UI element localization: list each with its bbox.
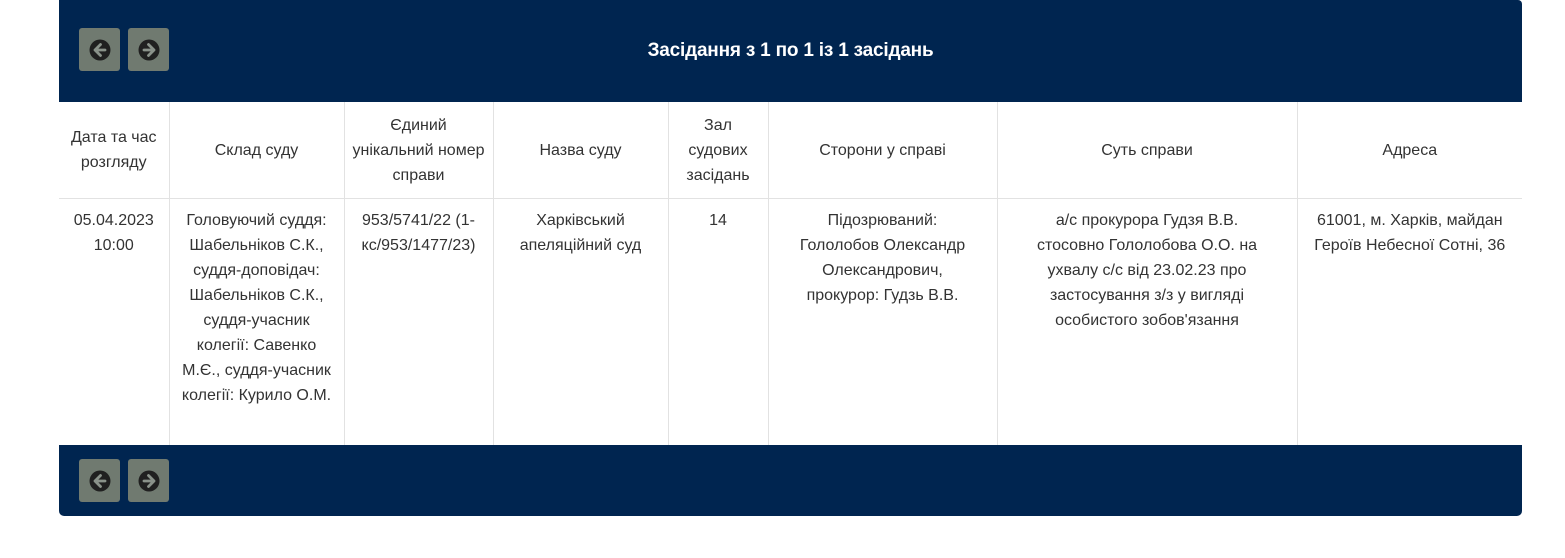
column-header-court-composition[interactable]: Склад суду	[169, 102, 344, 199]
column-header-court-name[interactable]: Назва суду	[493, 102, 668, 199]
cell-date: 05.04.2023 10:00	[73, 212, 154, 254]
column-header-parties[interactable]: Сторони у справі	[768, 102, 997, 199]
cell-case-number: 953/5741/22 (1-кс/953/1477/23)	[344, 199, 493, 455]
table-row	[59, 199, 1522, 455]
column-header-case-number[interactable]: Єдиний унікальний номер справи	[344, 102, 493, 199]
pagination-header	[59, 0, 1522, 102]
sessions-table	[59, 102, 1522, 454]
column-header-hall[interactable]: Зал судових засідань	[668, 102, 768, 199]
pagination-title: Засідання з 1 по 1 із 1 засідань	[647, 40, 934, 61]
sessions-panel	[59, 0, 1522, 516]
column-header-address[interactable]: Адреса	[1297, 102, 1522, 199]
cell-court-name: Харківський апеляційний суд	[493, 199, 668, 455]
cell-parties: Підозрюваний: Гололобов Олександр Олександрович, прокурор: Гудзь В.В.	[768, 199, 997, 455]
cell-address: 61001, м. Харків, майдан Героїв Небесної Сотні, 36	[1297, 199, 1522, 455]
cell-hall: 14	[668, 199, 768, 455]
prev-page-button-bottom[interactable]	[79, 459, 120, 502]
next-page-button-bottom[interactable]	[128, 459, 169, 502]
cell-court-composition: Головуючий суддя: Шабельніков С.К., суддя-доповідач: Шабельніков С.К., суддя-учасник колегії: Савенко М.Є., суддя-учасник колегії: Курило О.М.	[169, 199, 344, 455]
table-header-row	[59, 102, 1522, 199]
column-header-date[interactable]: Дата та час розгляду	[59, 102, 169, 199]
arrow-left-circle-icon	[89, 470, 111, 492]
column-header-case-essence[interactable]: Суть справи	[997, 102, 1297, 199]
arrow-right-circle-icon	[138, 470, 160, 492]
pagination-footer	[59, 445, 1522, 516]
cell-case-essence: а/с прокурора Гудзя В.В. стосовно Гололобова О.О. на ухвалу с/с від 23.02.23 про застосування з/з у вигляді особистого зобов'язання	[997, 199, 1297, 455]
